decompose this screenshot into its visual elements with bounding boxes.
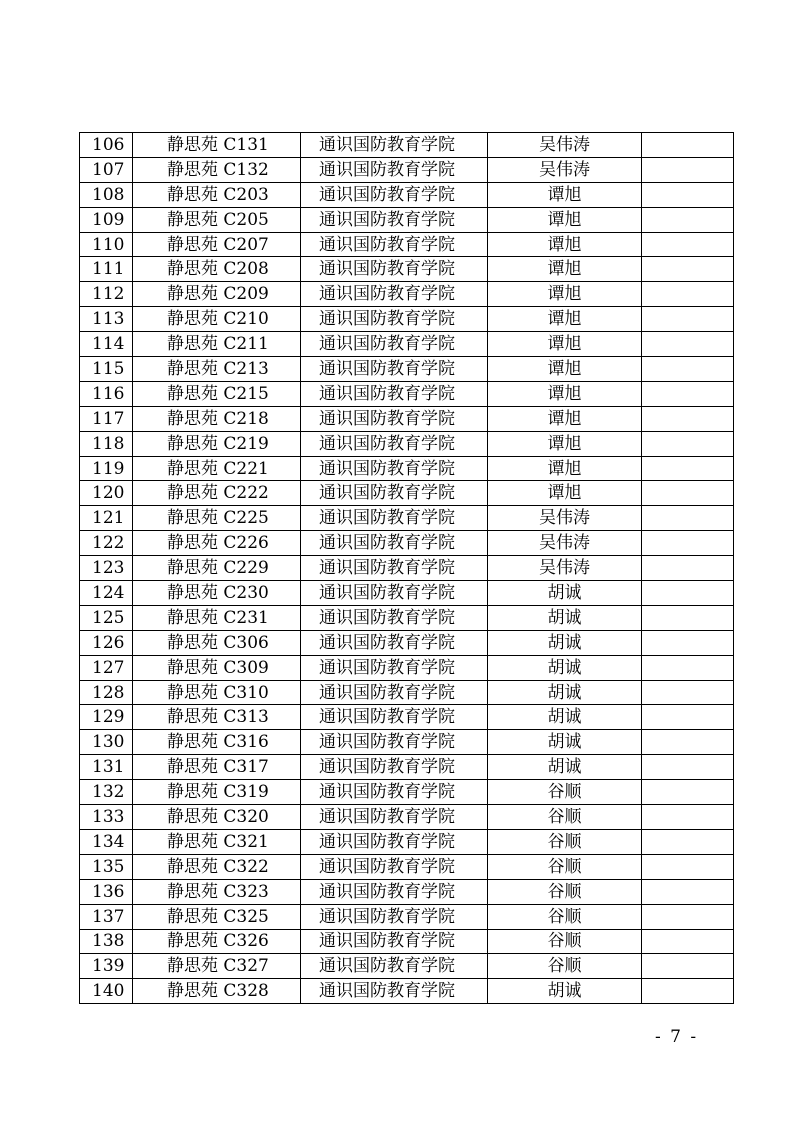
room-cell: 静思苑 C321 [133,829,301,854]
person-cell: 谭旭 [488,431,642,456]
note-cell [642,406,734,431]
room-cell: 静思苑 C215 [133,381,301,406]
person-cell: 谭旭 [488,332,642,357]
note-cell [642,506,734,531]
person-cell: 谭旭 [488,257,642,282]
row-number-cell: 121 [80,506,133,531]
row-number-cell: 140 [80,979,133,1004]
note-cell [642,829,734,854]
person-cell: 谷顺 [488,854,642,879]
college-cell: 通识国防教育学院 [301,655,488,680]
table-row [80,755,734,780]
person-cell: 谭旭 [488,456,642,481]
person-cell: 吴伟涛 [488,157,642,182]
row-number-cell: 138 [80,929,133,954]
row-number-cell: 125 [80,605,133,630]
row-number-cell: 117 [80,406,133,431]
row-number-cell: 134 [80,829,133,854]
row-number-cell: 132 [80,780,133,805]
note-cell [642,481,734,506]
row-number-cell: 126 [80,630,133,655]
college-cell: 通识国防教育学院 [301,854,488,879]
person-cell: 谭旭 [488,207,642,232]
row-number-cell: 128 [80,680,133,705]
person-cell: 吴伟涛 [488,133,642,158]
table-row [80,182,734,207]
room-cell: 静思苑 C208 [133,257,301,282]
row-number-cell: 118 [80,431,133,456]
room-cell: 静思苑 C327 [133,954,301,979]
note-cell [642,332,734,357]
college-cell: 通识国防教育学院 [301,705,488,730]
table-row [80,805,734,830]
row-number-cell: 122 [80,531,133,556]
row-number-cell: 108 [80,182,133,207]
person-cell: 谭旭 [488,481,642,506]
table-row [80,133,734,158]
room-cell: 静思苑 C328 [133,979,301,1004]
note-cell [642,705,734,730]
row-number-cell: 110 [80,232,133,257]
row-number-cell: 135 [80,854,133,879]
room-cell: 静思苑 C231 [133,605,301,630]
row-number-cell: 107 [80,157,133,182]
person-cell: 谷顺 [488,780,642,805]
table-row [80,207,734,232]
room-cell: 静思苑 C132 [133,157,301,182]
person-cell: 胡诚 [488,605,642,630]
row-number-cell: 116 [80,381,133,406]
person-cell: 谭旭 [488,357,642,382]
note-cell [642,730,734,755]
table-row [80,605,734,630]
note-cell [642,232,734,257]
note-cell [642,979,734,1004]
person-cell: 谷顺 [488,954,642,979]
note-cell [642,605,734,630]
note-cell [642,531,734,556]
room-cell: 静思苑 C222 [133,481,301,506]
person-cell: 胡诚 [488,755,642,780]
note-cell [642,133,734,158]
row-number-cell: 127 [80,655,133,680]
page-number: - 7 - [655,1027,699,1047]
room-cell: 静思苑 C218 [133,406,301,431]
college-cell: 通识国防教育学院 [301,332,488,357]
person-cell: 胡诚 [488,581,642,606]
table-row [80,381,734,406]
person-cell: 谭旭 [488,182,642,207]
college-cell: 通识国防教育学院 [301,157,488,182]
college-cell: 通识国防教育学院 [301,630,488,655]
table-row [80,780,734,805]
college-cell: 通识国防教育学院 [301,805,488,830]
row-number-cell: 115 [80,357,133,382]
note-cell [642,630,734,655]
note-cell [642,680,734,705]
college-cell: 通识国防教育学院 [301,730,488,755]
person-cell: 谷顺 [488,805,642,830]
room-cell: 静思苑 C207 [133,232,301,257]
person-cell: 谷顺 [488,879,642,904]
row-number-cell: 124 [80,581,133,606]
note-cell [642,854,734,879]
table-row [80,854,734,879]
row-number-cell: 123 [80,556,133,581]
college-cell: 通识国防教育学院 [301,232,488,257]
room-cell: 静思苑 C203 [133,182,301,207]
room-cell: 静思苑 C221 [133,456,301,481]
college-cell: 通识国防教育学院 [301,431,488,456]
table-row [80,257,734,282]
row-number-cell: 119 [80,456,133,481]
person-cell: 吴伟涛 [488,556,642,581]
room-cell: 静思苑 C313 [133,705,301,730]
person-cell: 谭旭 [488,381,642,406]
row-number-cell: 131 [80,755,133,780]
table-row [80,730,734,755]
row-number-cell: 129 [80,705,133,730]
college-cell: 通识国防教育学院 [301,829,488,854]
college-cell: 通识国防教育学院 [301,979,488,1004]
person-cell: 谭旭 [488,406,642,431]
college-cell: 通识国防教育学院 [301,506,488,531]
table-row [80,879,734,904]
table-row [80,232,734,257]
college-cell: 通识国防教育学院 [301,481,488,506]
row-number-cell: 120 [80,481,133,506]
room-cell: 静思苑 C322 [133,854,301,879]
college-cell: 通识国防教育学院 [301,531,488,556]
row-number-cell: 130 [80,730,133,755]
note-cell [642,581,734,606]
table-row [80,655,734,680]
room-cell: 静思苑 C320 [133,805,301,830]
room-cell: 静思苑 C205 [133,207,301,232]
row-number-cell: 111 [80,257,133,282]
person-cell: 吴伟涛 [488,531,642,556]
room-cell: 静思苑 C211 [133,332,301,357]
table-body [80,133,734,1004]
college-cell: 通识国防教育学院 [301,307,488,332]
table-row [80,157,734,182]
note-cell [642,904,734,929]
note-cell [642,655,734,680]
table-row [80,680,734,705]
room-cell: 静思苑 C209 [133,282,301,307]
note-cell [642,805,734,830]
note-cell [642,879,734,904]
room-cell: 静思苑 C225 [133,506,301,531]
college-cell: 通识国防教育学院 [301,605,488,630]
room-cell: 静思苑 C229 [133,556,301,581]
college-cell: 通识国防教育学院 [301,182,488,207]
row-number-cell: 133 [80,805,133,830]
room-cell: 静思苑 C316 [133,730,301,755]
table-row [80,581,734,606]
room-cell: 静思苑 C230 [133,581,301,606]
person-cell: 谭旭 [488,232,642,257]
note-cell [642,282,734,307]
row-number-cell: 112 [80,282,133,307]
room-cell: 静思苑 C323 [133,879,301,904]
college-cell: 通识国防教育学院 [301,406,488,431]
table-row [80,332,734,357]
college-cell: 通识国防教育学院 [301,954,488,979]
room-cell: 静思苑 C210 [133,307,301,332]
person-cell: 胡诚 [488,705,642,730]
college-cell: 通识国防教育学院 [301,456,488,481]
row-number-cell: 113 [80,307,133,332]
note-cell [642,929,734,954]
college-cell: 通识国防教育学院 [301,556,488,581]
row-number-cell: 114 [80,332,133,357]
room-cell: 静思苑 C325 [133,904,301,929]
room-cell: 静思苑 C309 [133,655,301,680]
person-cell: 谷顺 [488,829,642,854]
college-cell: 通识国防教育学院 [301,879,488,904]
note-cell [642,357,734,382]
person-cell: 谭旭 [488,307,642,332]
note-cell [642,182,734,207]
college-cell: 通识国防教育学院 [301,282,488,307]
note-cell [642,431,734,456]
table-row [80,506,734,531]
note-cell [642,755,734,780]
table-row [80,456,734,481]
college-cell: 通识国防教育学院 [301,257,488,282]
room-cell: 静思苑 C319 [133,780,301,805]
person-cell: 胡诚 [488,979,642,1004]
note-cell [642,207,734,232]
table-row [80,406,734,431]
person-cell: 胡诚 [488,680,642,705]
room-cell: 静思苑 C317 [133,755,301,780]
table-row [80,904,734,929]
person-cell: 谷顺 [488,929,642,954]
note-cell [642,556,734,581]
row-number-cell: 106 [80,133,133,158]
person-cell: 谷顺 [488,904,642,929]
row-number-cell: 109 [80,207,133,232]
table-row [80,954,734,979]
table-row [80,979,734,1004]
row-number-cell: 139 [80,954,133,979]
person-cell: 胡诚 [488,630,642,655]
note-cell [642,307,734,332]
note-cell [642,381,734,406]
note-cell [642,257,734,282]
college-cell: 通识国防教育学院 [301,929,488,954]
college-cell: 通识国防教育学院 [301,381,488,406]
table-row [80,481,734,506]
room-cell: 静思苑 C226 [133,531,301,556]
college-cell: 通识国防教育学院 [301,357,488,382]
table-row [80,307,734,332]
table-row [80,357,734,382]
person-cell: 谭旭 [488,282,642,307]
room-cell: 静思苑 C219 [133,431,301,456]
room-cell: 静思苑 C213 [133,357,301,382]
college-cell: 通识国防教育学院 [301,780,488,805]
college-cell: 通识国防教育学院 [301,755,488,780]
note-cell [642,157,734,182]
college-cell: 通识国防教育学院 [301,680,488,705]
college-cell: 通识国防教育学院 [301,581,488,606]
note-cell [642,954,734,979]
table-row [80,556,734,581]
table-row [80,829,734,854]
table-row [80,431,734,456]
note-cell [642,456,734,481]
person-cell: 胡诚 [488,730,642,755]
note-cell [642,780,734,805]
room-cell: 静思苑 C131 [133,133,301,158]
room-cell: 静思苑 C306 [133,630,301,655]
college-cell: 通识国防教育学院 [301,904,488,929]
table-row [80,282,734,307]
person-cell: 吴伟涛 [488,506,642,531]
room-assignment-table [79,132,734,1004]
person-cell: 胡诚 [488,655,642,680]
table-row [80,929,734,954]
college-cell: 通识国防教育学院 [301,133,488,158]
table-row [80,705,734,730]
college-cell: 通识国防教育学院 [301,207,488,232]
table-row [80,531,734,556]
row-number-cell: 137 [80,904,133,929]
room-cell: 静思苑 C326 [133,929,301,954]
row-number-cell: 136 [80,879,133,904]
table-row [80,630,734,655]
room-cell: 静思苑 C310 [133,680,301,705]
